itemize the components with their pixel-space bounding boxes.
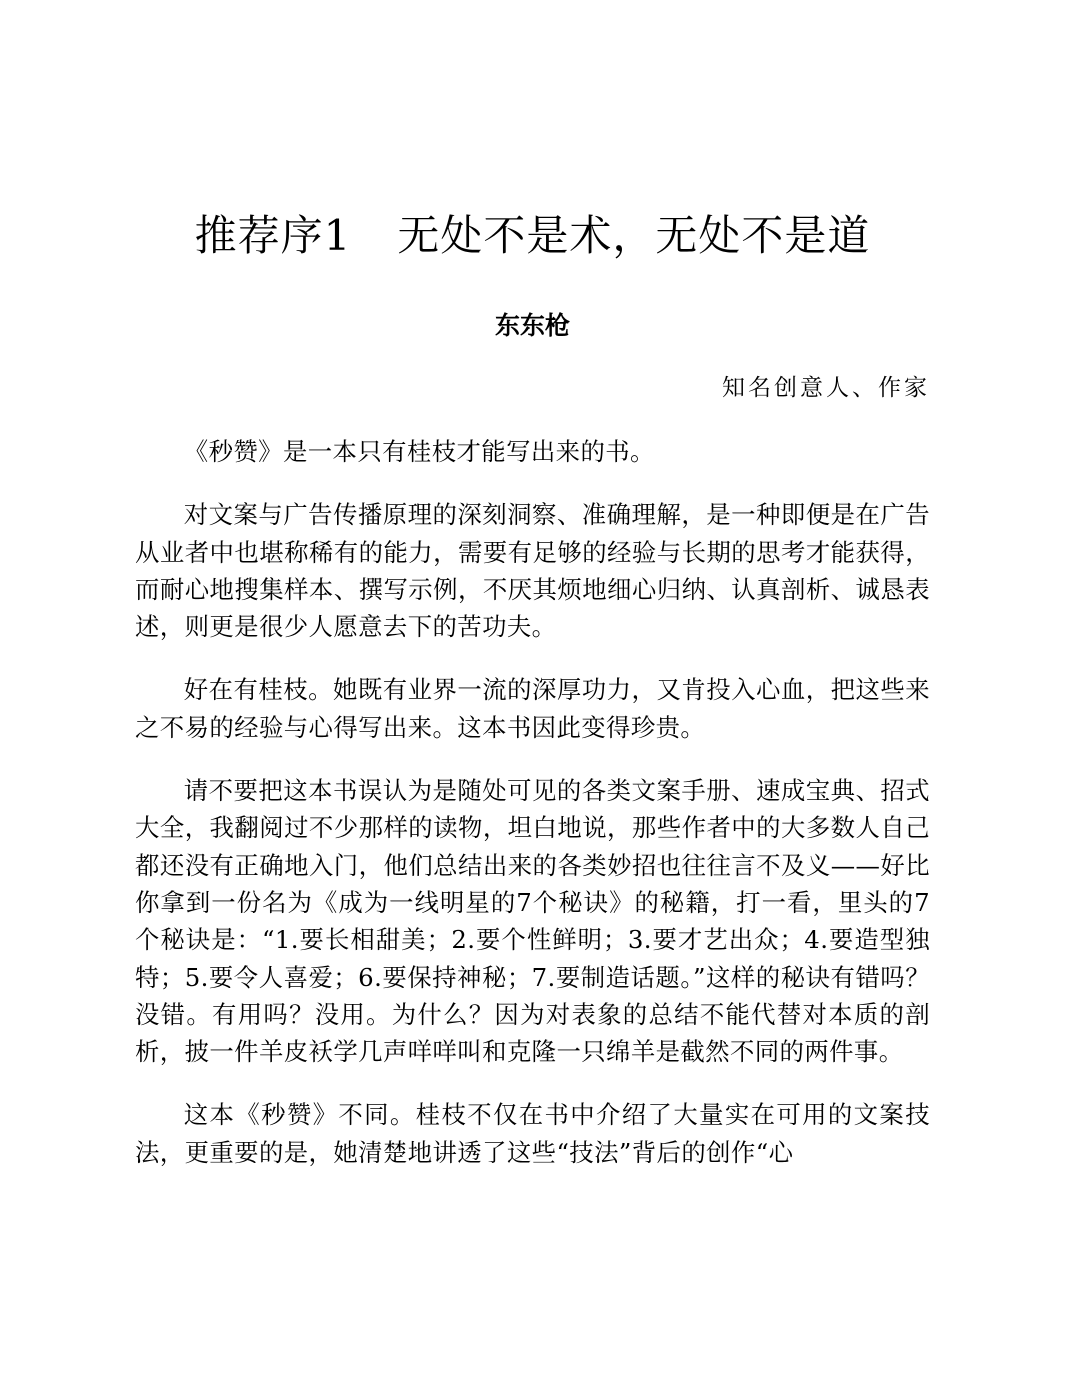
paragraph-1: 《秒赞》是一本只有桂枝才能写出来的书。 xyxy=(183,437,655,466)
title-prefix: 推荐序1 xyxy=(194,211,352,260)
author-name: 东东枪 xyxy=(494,311,570,340)
paragraph-2: 对文案与广告传播原理的深刻洞察、准确理解，是一种即便是在广告从业者中也堪称稀有的能力，需要有足够的经验与长期的思考才能获得，而耐心地搜集样本、撰写示例，不厌其烦地细心归纳、认真剖析、诚恳表述，则更是很少人愿意去下的苦功夫。 xyxy=(135,500,930,642)
paragraph-3: 好在有桂枝。她既有业界一流的深厚功力，又肯投入心血，把这些来之不易的经验与心得写出来。这本书因此变得珍贵。 xyxy=(135,675,930,742)
paragraph-4: 请不要把这本书误认为是随处可见的各类文案手册、速成宝典、招式大全，我翻阅过不少那样的读物，坦白地说，那些作者中的大多数人自己都还没有正确地入门，他们总结出来的各类妙招也往往言不及义——好比你拿到一份名为《成为一线明星的7个秘诀》的秘籍，打一看，里头的7个秘诀是：“1.要长相甜美；2.要个性鲜明；3.要才艺出众；4.要造型独特；5.要令人喜爱；6.要保持神秘；7.要制造话题。”这样的秘诀有错吗？没错。有用吗？没用。为什么？因为对表象的总结不能代替对本质的剖析，披一件羊皮袄学几声咩咩叫和克隆一只绵羊是截然不同的两件事。 xyxy=(135,776,930,1067)
paragraph-5: 这本《秒赞》不同。桂枝不仅在书中介绍了大量实在可用的文案技法，更重要的是，她清楚地讲透了这些“技法”背后的创作“心 xyxy=(135,1100,930,1167)
document-page xyxy=(135,0,930,1378)
title-main: 无处不是术，无处不是道 xyxy=(397,211,871,260)
page-title xyxy=(135,208,930,264)
author-role: 知名创意人、作家 xyxy=(722,375,930,401)
body-text xyxy=(135,433,930,1197)
